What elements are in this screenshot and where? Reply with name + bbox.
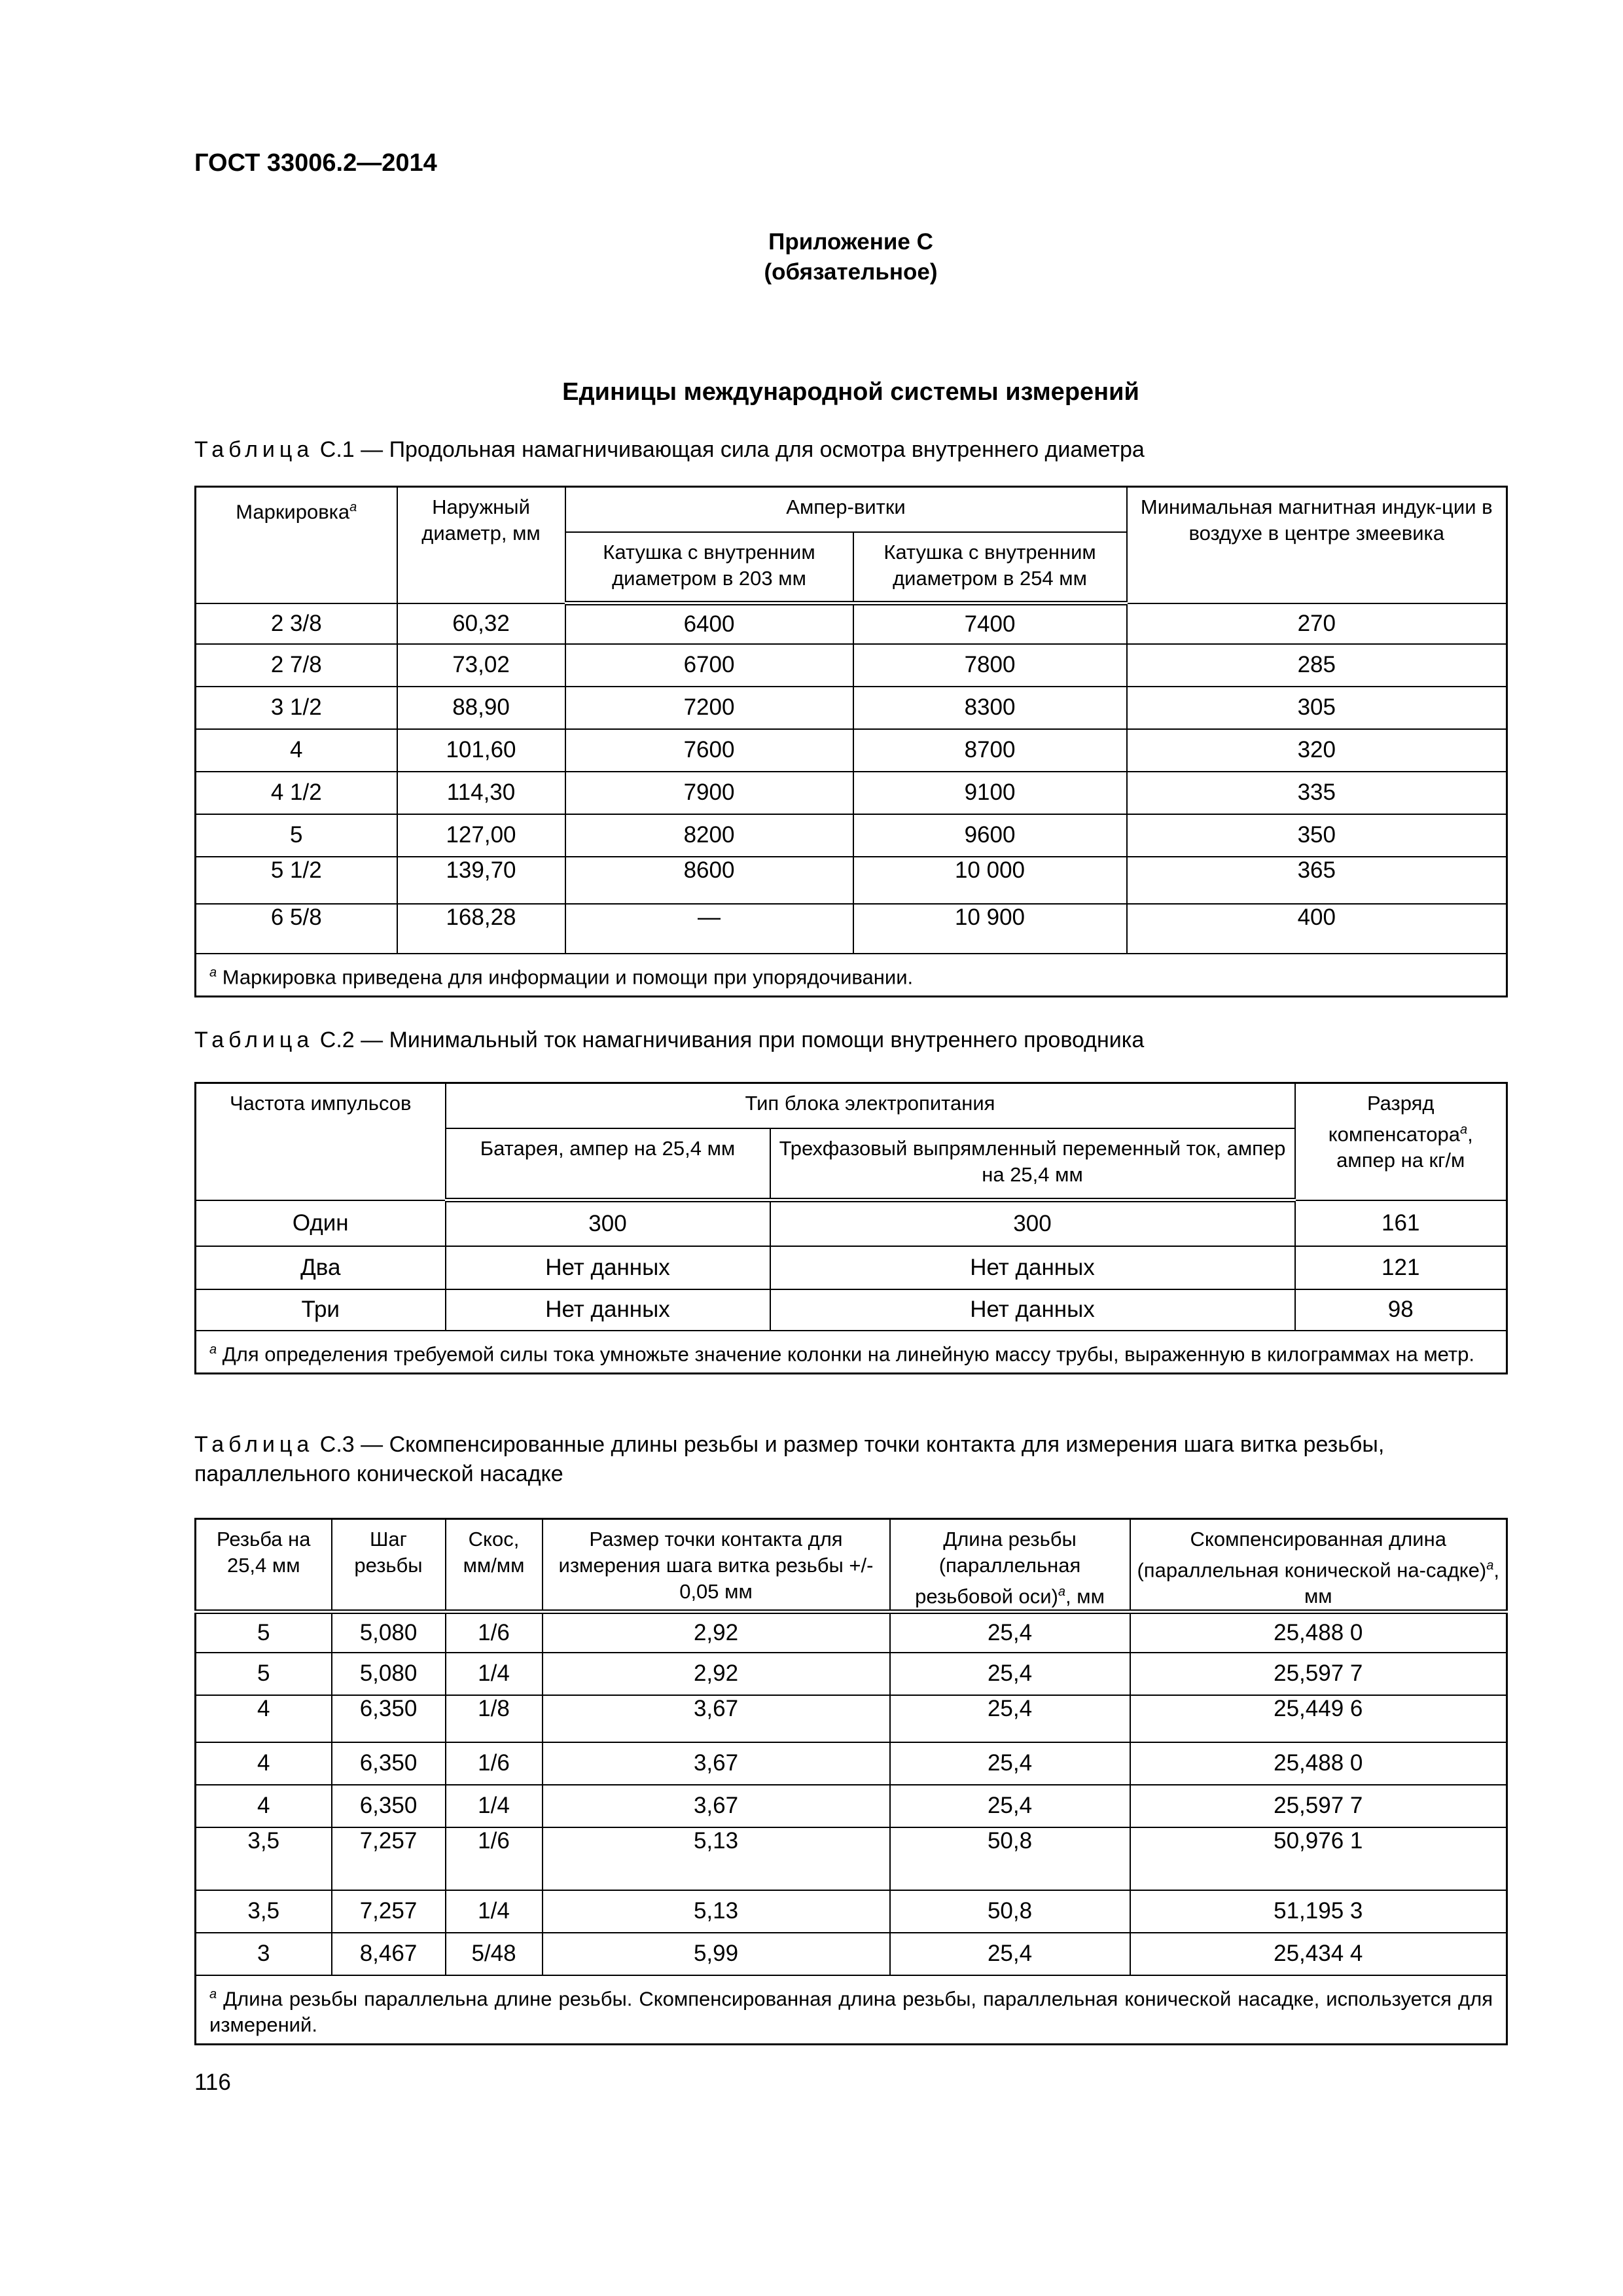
table-row	[196, 603, 1507, 644]
table-cell: 5 1/2	[196, 857, 397, 904]
table-cell: 7900	[565, 772, 853, 814]
table-cell: 8700	[853, 729, 1127, 772]
table-cell: Один	[196, 1200, 446, 1246]
table-cell: 25,4	[890, 1742, 1130, 1785]
header-unit: , мм	[1065, 1585, 1105, 1608]
table-cell: 5,13	[543, 1827, 890, 1890]
table-cell: 25,4	[890, 1695, 1130, 1742]
header-compensated-length	[1130, 1519, 1507, 1612]
table-cell: 7,257	[332, 1827, 446, 1890]
table-c1	[194, 486, 1508, 997]
table-cell: 121	[1295, 1246, 1507, 1289]
table-cell: 6700	[565, 644, 853, 687]
table-cell: 4	[196, 729, 397, 772]
table-cell: Нет данных	[446, 1289, 770, 1331]
header-pitch: Шаг резьбы	[332, 1519, 446, 1612]
table-cell: 5	[196, 1653, 332, 1695]
table-cell: 5	[196, 1612, 332, 1653]
table-cell: 8,467	[332, 1933, 446, 1975]
header-text: Разряд компенсатора	[1328, 1092, 1460, 1146]
table-cell: Нет данных	[770, 1289, 1295, 1331]
table-cell: 25,4	[890, 1653, 1130, 1695]
table-cell: 7800	[853, 644, 1127, 687]
table-cell: 285	[1127, 644, 1507, 687]
caption-text: С.2 — Минимальный ток намагничивания при помощи внутреннего проводника	[319, 1028, 1145, 1052]
table1-footnote	[196, 954, 1507, 997]
table-cell: 3,5	[196, 1827, 332, 1890]
header-three-phase: Трехфазовый выпрямленный переменный ток, ампер на 25,4 мм	[770, 1128, 1295, 1200]
header-text: Длина резьбы (параллельная резьбовой оси)	[915, 1528, 1081, 1608]
table-cell: 6400	[565, 603, 853, 644]
document-header: ГОСТ 33006.2—2014	[194, 149, 437, 177]
table-row	[196, 857, 1507, 904]
table-cell: 25,4	[890, 1785, 1130, 1827]
table-row	[196, 729, 1507, 772]
table-cell: 25,4	[890, 1933, 1130, 1975]
table-cell: 98	[1295, 1289, 1507, 1331]
footnote-mark: a	[209, 1342, 217, 1357]
table-cell: 127,00	[397, 814, 565, 857]
table-row	[196, 1827, 1507, 1890]
table-cell: 2,92	[543, 1612, 890, 1653]
table3-caption	[194, 1430, 1510, 1489]
header-unit: , мм	[1304, 1558, 1500, 1608]
table-cell: 4	[196, 1785, 332, 1827]
table-cell: 7,257	[332, 1890, 446, 1933]
table-cell: Два	[196, 1246, 446, 1289]
table-cell: 365	[1127, 857, 1507, 904]
table-cell: 3,67	[543, 1742, 890, 1785]
appendix-title: Приложение С	[768, 229, 933, 255]
caption-label: Таблица	[194, 1432, 314, 1457]
table-cell: 350	[1127, 814, 1507, 857]
table-cell: Нет данных	[446, 1246, 770, 1289]
table-cell: 9600	[853, 814, 1127, 857]
table-cell: 51,195 3	[1130, 1890, 1507, 1933]
footnote-mark: a	[1058, 1585, 1066, 1599]
table-row	[196, 687, 1507, 729]
appendix-type: (обязательное)	[764, 259, 938, 285]
table-cell: 5,080	[332, 1612, 446, 1653]
table-cell: 8600	[565, 857, 853, 904]
table-cell: 73,02	[397, 644, 565, 687]
table-cell: 7400	[853, 603, 1127, 644]
table-cell: 50,8	[890, 1890, 1130, 1933]
table-row	[196, 1890, 1507, 1933]
table-cell: 320	[1127, 729, 1507, 772]
table-row	[196, 1695, 1507, 1742]
table-c2	[194, 1082, 1508, 1374]
table-row	[196, 1653, 1507, 1695]
table-cell: 101,60	[397, 729, 565, 772]
header-power-type: Тип блока электропитания	[446, 1083, 1295, 1128]
footnote-mark: a	[349, 500, 357, 514]
table-cell: 6 5/8	[196, 904, 397, 954]
table-cell: 25,488 0	[1130, 1742, 1507, 1785]
header-text: Маркировка	[236, 500, 350, 524]
table-row	[196, 1200, 1507, 1246]
table-row	[196, 814, 1507, 857]
footnote-mark: a	[1486, 1558, 1494, 1573]
header-min-induction: Минимальная магнитная индук-ции в воздухе в центре змеевика	[1127, 487, 1507, 603]
footnote-text: Для определения требуемой силы тока умножьте значение колонки на линейную массу трубы, выраженную в килограммах на метр.	[222, 1342, 1474, 1365]
footnote-text: Маркировка приведена для информации и помощи при упорядочивании.	[222, 965, 914, 988]
table-cell: Три	[196, 1289, 446, 1331]
table-cell: 5	[196, 814, 397, 857]
page-number: 116	[194, 2070, 231, 2095]
table-cell: 3,67	[543, 1785, 890, 1827]
table-row	[196, 1289, 1507, 1331]
header-ampere-turns: Ампер-витки	[565, 487, 1127, 532]
header-unit: , ампер на кг/м	[1336, 1122, 1473, 1172]
footnote-text: Длина резьбы параллельна длине резьбы. Скомпенсированная длина резьбы, параллельная конической насадке, используется для измерений.	[209, 1987, 1493, 2037]
table-cell: 2,92	[543, 1653, 890, 1695]
table-cell: 4	[196, 1695, 332, 1742]
table-cell: 8200	[565, 814, 853, 857]
table-cell: 88,90	[397, 687, 565, 729]
table-cell: 5,13	[543, 1890, 890, 1933]
header-pulse-frequency: Частота импульсов	[196, 1083, 446, 1200]
table-cell: 4 1/2	[196, 772, 397, 814]
table-cell: 25,434 4	[1130, 1933, 1507, 1975]
table-cell: 1/4	[446, 1890, 543, 1933]
table-cell: 1/6	[446, 1612, 543, 1653]
table-cell: 5/48	[446, 1933, 543, 1975]
table-cell: 10 000	[853, 857, 1127, 904]
section-title: Единицы международной системы измерений	[562, 378, 1139, 406]
table3-footnote	[196, 1975, 1507, 2045]
caption-label: Таблица	[194, 437, 314, 462]
header-thread-per-inch: Резьба на 25,4 мм	[196, 1519, 332, 1612]
header-coil-254: Катушка с внутренним диаметром в 254 мм	[853, 532, 1127, 603]
table-row	[196, 904, 1507, 954]
table-cell: 1/4	[446, 1785, 543, 1827]
table-cell: 25,4	[890, 1612, 1130, 1653]
footnote-mark: a	[209, 965, 217, 980]
table1-caption	[194, 435, 1510, 465]
table-cell: 300	[770, 1200, 1295, 1246]
table-cell: 25,597 7	[1130, 1785, 1507, 1827]
table-cell: 6,350	[332, 1695, 446, 1742]
table-cell: 3,67	[543, 1695, 890, 1742]
header-coil-203: Катушка с внутренним диаметром в 203 мм	[565, 532, 853, 603]
footnote-mark: a	[1460, 1122, 1468, 1137]
table-cell: 4	[196, 1742, 332, 1785]
table-cell: 50,976 1	[1130, 1827, 1507, 1890]
table-cell: 1/6	[446, 1742, 543, 1785]
table-cell: 161	[1295, 1200, 1507, 1246]
table-cell: 50,8	[890, 1827, 1130, 1890]
table-cell: 335	[1127, 772, 1507, 814]
table-cell: 1/6	[446, 1827, 543, 1890]
table-cell: 6,350	[332, 1742, 446, 1785]
table-cell: 114,30	[397, 772, 565, 814]
table-cell: 10 900	[853, 904, 1127, 954]
header-text: Скомпенсированная длина (параллельная конической на-садке)	[1137, 1528, 1487, 1582]
table-cell: Нет данных	[770, 1246, 1295, 1289]
table-cell: 305	[1127, 687, 1507, 729]
header-marking	[196, 487, 397, 603]
table-cell: 7600	[565, 729, 853, 772]
table-cell: 2 7/8	[196, 644, 397, 687]
caption-text: С.1 — Продольная намагничивающая сила для осмотра внутреннего диаметра	[319, 437, 1145, 462]
table-cell: 60,32	[397, 603, 565, 644]
table-cell: 8300	[853, 687, 1127, 729]
table-cell: 3,5	[196, 1890, 332, 1933]
table-row	[196, 1933, 1507, 1975]
header-compensator	[1295, 1083, 1507, 1200]
caption-label: Таблица	[194, 1028, 314, 1052]
table-cell: 400	[1127, 904, 1507, 954]
table-cell: 5,080	[332, 1653, 446, 1695]
footnote-mark: a	[209, 1986, 217, 2001]
table2-caption	[194, 1026, 1510, 1055]
table-cell: 9100	[853, 772, 1127, 814]
table-cell: 1/8	[446, 1695, 543, 1742]
header-outer-diameter: Наружный диаметр, мм	[397, 487, 565, 603]
table-cell: 25,449 6	[1130, 1695, 1507, 1742]
header-contact-size: Размер точки контакта для измерения шага витка резьбы +/- 0,05 мм	[543, 1519, 890, 1612]
table-cell: 7200	[565, 687, 853, 729]
table-cell: 25,488 0	[1130, 1612, 1507, 1653]
table-row	[196, 1785, 1507, 1827]
header-thread-length	[890, 1519, 1130, 1612]
table-row	[196, 1246, 1507, 1289]
table-cell: 270	[1127, 603, 1507, 644]
table-cell: 1/4	[446, 1653, 543, 1695]
table-row	[196, 1742, 1507, 1785]
table-cell: 3 1/2	[196, 687, 397, 729]
table2-footnote	[196, 1331, 1507, 1374]
table-cell: 25,597 7	[1130, 1653, 1507, 1695]
table-cell: —	[565, 904, 853, 954]
header-taper: Скос, мм/мм	[446, 1519, 543, 1612]
header-battery: Батарея, ампер на 25,4 мм	[446, 1128, 770, 1200]
table-cell: 139,70	[397, 857, 565, 904]
caption-text: С.3 — Скомпенсированные длины резьбы и размер точки контакта для измерения шага витка резьбы, параллельного конической насадке	[194, 1432, 1385, 1486]
table-row	[196, 772, 1507, 814]
table-cell: 6,350	[332, 1785, 446, 1827]
table-row	[196, 644, 1507, 687]
table-row	[196, 1612, 1507, 1653]
table-c3	[194, 1518, 1508, 2045]
table-cell: 300	[446, 1200, 770, 1246]
table-cell: 5,99	[543, 1933, 890, 1975]
table-cell: 168,28	[397, 904, 565, 954]
table-cell: 2 3/8	[196, 603, 397, 644]
table-cell: 3	[196, 1933, 332, 1975]
